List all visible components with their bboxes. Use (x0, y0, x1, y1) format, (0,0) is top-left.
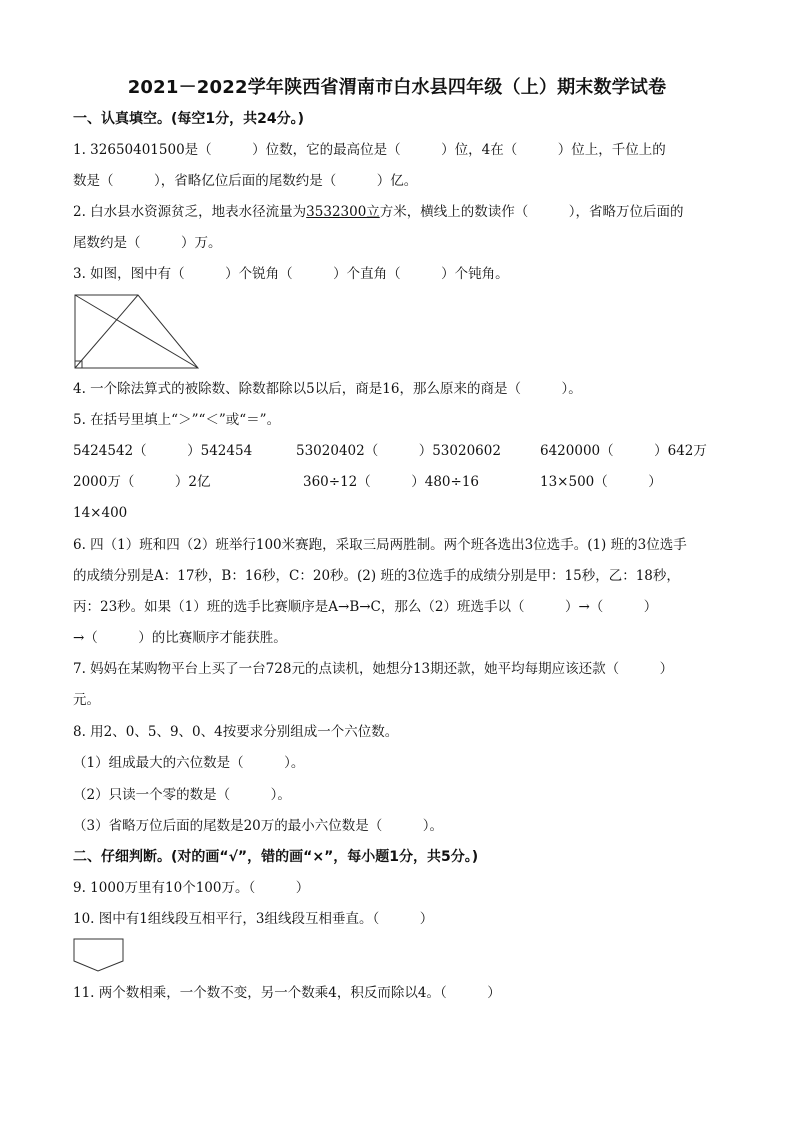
q9-text: 9. 1000万里有10个100万。（ ） (73, 880, 310, 896)
q5-r1c2: 53020402（ ）53020602 (296, 443, 501, 459)
q6-line1: 6. 四（1）班和四（2）班举行100米赛跑，采取三局两胜制。两个班各选出3位选手。(1) 班的3位选手 (73, 537, 687, 553)
q4-text: 4. 一个除法算式的被除数、除数都除以5以后，商是16，那么原来的商是（ ）。 (73, 381, 582, 397)
q5-r2c3: 13×500（ ） (540, 474, 662, 490)
section-1-heading: 一、认真填空。(每空1分，共24分。) (73, 111, 305, 127)
q5-r1c3: 6420000（ ）642万 (540, 443, 707, 459)
q8-part3: （3）省略万位后面的尾数是20万的最小六位数是（ ）。 (73, 818, 444, 834)
q10-text: 10. 图中有1组线段互相平行，3组线段互相垂直。（ ） (73, 911, 434, 927)
q6-line4: →（ ）的比赛顺序才能获胜。 (73, 630, 287, 646)
q1-line2: 数是（ ），省略亿位后面的尾数约是（ ）亿。 (73, 173, 418, 189)
q5-r2c1: 2000万（ ）2亿 (73, 474, 211, 490)
q8-part2: （2）只读一个零的数是（ ）。 (73, 787, 291, 803)
q5-r3c1: 14×400 (73, 505, 128, 521)
q11-text: 11. 两个数相乘，一个数不变，另一个数乘4，积反而除以4。（ ） (73, 985, 501, 1001)
q7-line2: 元。 (73, 692, 100, 708)
q5-intro: 5. 在括号里填上“＞”“＜”或“＝”。 (73, 412, 281, 428)
q8-part1: （1）组成最大的六位数是（ ）。 (73, 755, 305, 771)
q2-line1 (73, 203, 684, 221)
q6-line2: 的成绩分别是A：17秒，B：16秒，C：20秒。(2) 班的3位选手的成绩分别是甲：15秒，乙：18秒， (73, 568, 680, 584)
q3-text: 3. 如图，图中有（ ）个锐角（ ）个直角（ ）个钝角。 (73, 266, 509, 282)
q7-line1: 7. 妈妈在某购物平台上买了一台728元的点读机，她想分13期还款，她平均每期应该还款（ ） (73, 661, 674, 677)
q6-line3: 丙：23秒。如果（1）班的选手比赛顺序是A→B→C，那么（2）班选手以（ ）→（ ） (73, 599, 658, 615)
q1-line1: 1. 32650401500是（ ）位数，它的最高位是（ ）位，4在（ ）位上，千位上的 (73, 142, 666, 158)
q2-line1-pre: 2. 白水县水资源贫乏，地表水径流量为 (73, 204, 307, 220)
q3-angle-figure (72, 292, 204, 372)
q10-pentagon-figure (72, 937, 126, 973)
q8-intro: 8. 用2、0、5、9、0、4按要求分别组成一个六位数。 (73, 724, 399, 740)
q2-underlined-number: 3532300立 (306, 204, 380, 220)
q2-line2: 尾数约是（ ）万。 (73, 235, 222, 251)
q5-r1c1: 5424542（ ）542454 (73, 443, 253, 459)
q2-line1-post: 方米，横线上的数读作（ ），省略万位后面的 (379, 204, 684, 220)
exam-title: 2021－2022学年陕西省渭南市白水县四年级（上）期末数学试卷 (127, 77, 667, 98)
section-2-heading: 二、仔细判断。(对的画“√”，错的画“×”，每小题1分，共5分。) (73, 849, 479, 865)
q5-r2c2: 360÷12（ ）480÷16 (303, 474, 480, 490)
